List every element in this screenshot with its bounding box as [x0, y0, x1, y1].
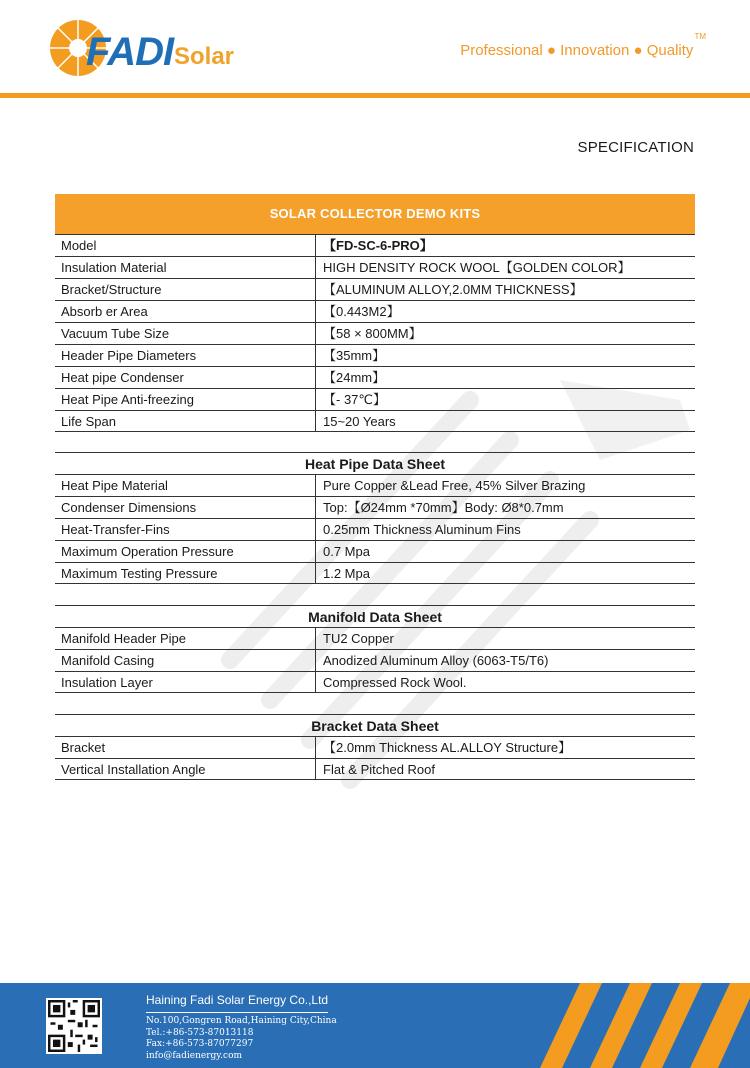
- heat-pipe-table-title: Heat Pipe Data Sheet: [55, 452, 695, 474]
- bracket-table-title: Bracket Data Sheet: [55, 714, 695, 736]
- row-value: 【0.443M2】: [323, 304, 400, 319]
- heat-pipe-table: [55, 452, 695, 584]
- row-value: 【ALUMINUM ALLOY,2.0MM THICKNESS】: [323, 282, 583, 297]
- row-label: Maximum Operation Pressure: [55, 541, 316, 562]
- table-row: [55, 474, 695, 496]
- manifold-table-title: Manifold Data Sheet: [55, 605, 695, 627]
- telephone: Tel.:+86-573-87013118: [146, 1027, 254, 1038]
- table-row: [55, 649, 695, 671]
- row-label: Heat-Transfer-Fins: [55, 519, 316, 540]
- logo-sub-text: Solar: [174, 43, 235, 70]
- row-label: Vertical Installation Angle: [55, 759, 316, 779]
- row-value: Compressed Rock Wool.: [323, 675, 467, 690]
- table-row: [55, 300, 695, 322]
- table-row: [55, 518, 695, 540]
- row-label: Bracket: [55, 737, 316, 758]
- table-row: [55, 736, 695, 758]
- decorative-stripes: [480, 983, 750, 1068]
- table-row: [55, 388, 695, 410]
- row-value: 1.2 Mpa: [323, 566, 370, 581]
- trademark: TM: [694, 32, 706, 41]
- qr-code-icon: [46, 998, 102, 1054]
- header-divider: [0, 93, 750, 98]
- row-label: Insulation Layer: [55, 672, 316, 692]
- row-value: Flat & Pitched Roof: [323, 762, 435, 777]
- tagline-text: Professional ● Innovation ● Quality: [460, 42, 694, 59]
- page-title: SPECIFICATION: [577, 139, 694, 156]
- table-row: [55, 671, 695, 693]
- table-row: [55, 234, 695, 256]
- company-name: Haining Fadi Solar Energy Co.,Ltd: [146, 993, 329, 1007]
- logo-main-text: FADI: [86, 30, 174, 74]
- table-row: [55, 366, 695, 388]
- row-value: 【FD-SC-6-PRO】: [323, 238, 433, 253]
- table-row: [55, 627, 695, 649]
- row-label: Bracket/Structure: [55, 279, 316, 300]
- table-row: [55, 562, 695, 584]
- row-label: Header Pipe Diameters: [55, 345, 316, 366]
- manifold-table: [55, 605, 695, 693]
- table-row: [55, 540, 695, 562]
- footer-divider: [146, 1012, 328, 1013]
- row-label: Insulation Material: [55, 257, 316, 278]
- table-row: [55, 322, 695, 344]
- row-value: Pure Copper &Lead Free, 45% Silver Brazing: [323, 478, 586, 493]
- row-value: HIGH DENSITY ROCK WOOL【GOLDEN COLOR】: [323, 260, 631, 275]
- row-label: Model: [55, 235, 316, 256]
- row-value: Top:【Ø24mm *70mm】Body: Ø8*0.7mm: [323, 500, 564, 515]
- row-label: Heat Pipe Anti-freezing: [55, 389, 316, 410]
- table-row: [55, 344, 695, 366]
- table-row: [55, 410, 695, 432]
- bracket-table: [55, 714, 695, 780]
- page-footer: [0, 983, 750, 1068]
- row-value: 【- 37℃】: [323, 392, 387, 407]
- table-row: [55, 278, 695, 300]
- row-value: TU2 Copper: [323, 631, 394, 646]
- table-row: [55, 496, 695, 518]
- row-label: Manifold Casing: [55, 650, 316, 671]
- row-label: Manifold Header Pipe: [55, 628, 316, 649]
- row-label: Vacuum Tube Size: [55, 323, 316, 344]
- main-spec-table: [55, 194, 695, 432]
- table-row: [55, 758, 695, 780]
- row-label: Condenser Dimensions: [55, 497, 316, 518]
- row-value: Anodized Aluminum Alloy (6063-T5/T6): [323, 653, 549, 668]
- row-value: 【58 × 800MM】: [323, 326, 422, 341]
- row-value: 【24mm】: [323, 370, 386, 385]
- row-value: 15~20 Years: [323, 414, 396, 429]
- row-label: Heat pipe Condenser: [55, 367, 316, 388]
- row-label: Life Span: [55, 411, 316, 431]
- address: No.100,Gongren Road,Haining City,China: [146, 1016, 337, 1026]
- row-label: Heat Pipe Material: [55, 475, 316, 496]
- page-header: [0, 0, 750, 100]
- row-label: Maximum Testing Pressure: [55, 563, 316, 583]
- row-value: 【2.0mm Thickness AL.ALLOY Structure】: [323, 740, 572, 755]
- row-value: 0.7 Mpa: [323, 544, 370, 559]
- row-value: 【35mm】: [323, 348, 386, 363]
- table-row: [55, 256, 695, 278]
- row-value: 0.25mm Thickness Aluminum Fins: [323, 522, 521, 537]
- tagline: [460, 32, 706, 59]
- fax: Fax:+86-573-87077297: [146, 1039, 254, 1049]
- contact-block: [146, 1016, 337, 1062]
- email-link[interactable]: info@fadienergy.com: [146, 1050, 243, 1061]
- main-table-title: SOLAR COLLECTOR DEMO KITS: [55, 194, 695, 234]
- row-label: Absorb er Area: [55, 301, 316, 322]
- company-logo: [46, 16, 246, 80]
